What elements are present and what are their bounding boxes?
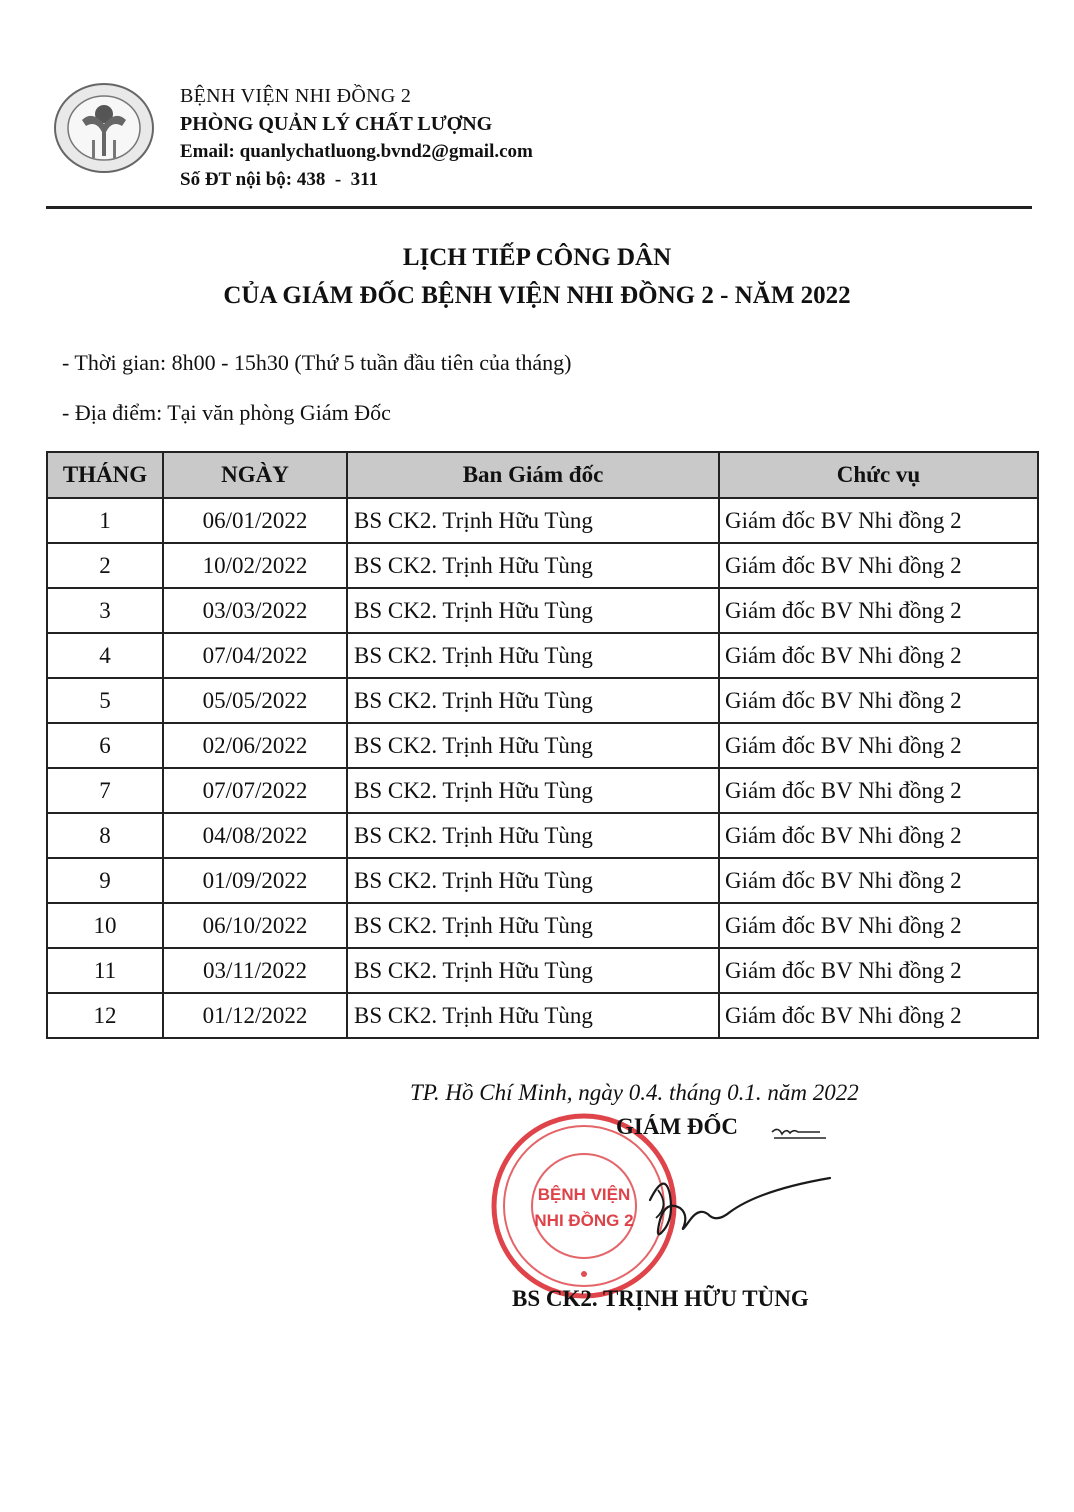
document-subtitle: CỦA GIÁM ĐỐC BỆNH VIỆN NHI ĐỒNG 2 - NĂM 2022 bbox=[223, 282, 851, 309]
date-cell: 01/12/2022 bbox=[163, 993, 347, 1038]
place-info: - Địa điểm: Tại văn phòng Giám Đốc bbox=[62, 400, 391, 425]
table-row bbox=[47, 543, 1038, 588]
table-row bbox=[47, 723, 1038, 768]
position-cell: Giám đốc BV Nhi đồng 2 bbox=[719, 948, 1038, 993]
date-cell: 01/09/2022 bbox=[163, 858, 347, 903]
director-cell: BS CK2. Trịnh Hữu Tùng bbox=[347, 633, 719, 678]
position-cell: Giám đốc BV Nhi đồng 2 bbox=[719, 993, 1038, 1038]
date-cell: 07/07/2022 bbox=[163, 768, 347, 813]
position-cell: Giám đốc BV Nhi đồng 2 bbox=[719, 588, 1038, 633]
month-cell: 7 bbox=[47, 768, 163, 813]
date-cell: 04/08/2022 bbox=[163, 813, 347, 858]
position-cell: Giám đốc BV Nhi đồng 2 bbox=[719, 633, 1038, 678]
phone-line bbox=[180, 166, 533, 194]
stamp-center-line-2: NHI ĐỒNG 2 bbox=[534, 1211, 634, 1230]
hospital-logo-icon bbox=[52, 80, 156, 176]
director-cell: BS CK2. Trịnh Hữu Tùng bbox=[347, 723, 719, 768]
table-row bbox=[47, 858, 1038, 903]
position-cell: Giám đốc BV Nhi đồng 2 bbox=[719, 813, 1038, 858]
document-title: LỊCH TIẾP CÔNG DÂN bbox=[402, 244, 672, 271]
stamp-center-line-1: BỆNH VIỆN bbox=[537, 1185, 631, 1204]
month-cell: 4 bbox=[47, 633, 163, 678]
director-cell: BS CK2. Trịnh Hữu Tùng bbox=[347, 543, 719, 588]
director-cell: BS CK2. Trịnh Hữu Tùng bbox=[347, 948, 719, 993]
header-divider bbox=[46, 206, 1032, 209]
time-info: - Thời gian: 8h00 - 15h30 (Thứ 5 tuần đầu tiên của tháng) bbox=[62, 350, 572, 375]
header-date: NGÀY bbox=[163, 452, 347, 498]
hospital-name: BỆNH VIỆN NHI ĐỒNG 2 bbox=[180, 85, 412, 107]
email-address: quanlychatluong.bvnd2@gmail.com bbox=[239, 141, 533, 162]
date-cell: 02/06/2022 bbox=[163, 723, 347, 768]
table-row bbox=[47, 813, 1038, 858]
month-cell: 2 bbox=[47, 543, 163, 588]
header-position: Chức vụ bbox=[719, 452, 1038, 498]
director-cell: BS CK2. Trịnh Hữu Tùng bbox=[347, 678, 719, 723]
position-cell: Giám đốc BV Nhi đồng 2 bbox=[719, 678, 1038, 723]
table-row bbox=[47, 768, 1038, 813]
header-month: THÁNG bbox=[47, 452, 163, 498]
table-row bbox=[47, 588, 1038, 633]
signer-name: BS CK2. TRỊNH HỮU TÙNG bbox=[512, 1286, 809, 1311]
schedule-table bbox=[46, 451, 1039, 1039]
handwritten-signature-icon bbox=[640, 1160, 840, 1250]
date-cell: 05/05/2022 bbox=[163, 678, 347, 723]
position-cell: Giám đốc BV Nhi đồng 2 bbox=[719, 903, 1038, 948]
director-cell: BS CK2. Trịnh Hữu Tùng bbox=[347, 813, 719, 858]
date-cell: 07/04/2022 bbox=[163, 633, 347, 678]
place-and-date: TP. Hồ Chí Minh, ngày 0.4. tháng 0.1. năm 2022 bbox=[410, 1080, 859, 1105]
department-name: PHÒNG QUẢN LÝ CHẤT LƯỢNG bbox=[180, 113, 493, 135]
director-cell: BS CK2. Trịnh Hữu Tùng bbox=[347, 858, 719, 903]
position-cell: Giám đốc BV Nhi đồng 2 bbox=[719, 498, 1038, 543]
position-cell: Giám đốc BV Nhi đồng 2 bbox=[719, 768, 1038, 813]
director-cell: BS CK2. Trịnh Hữu Tùng bbox=[347, 903, 719, 948]
signer-role: GIÁM ĐỐC bbox=[616, 1114, 739, 1139]
table-row bbox=[47, 903, 1038, 948]
director-cell: BS CK2. Trịnh Hữu Tùng bbox=[347, 768, 719, 813]
email-label: Email: bbox=[180, 141, 235, 162]
table-row bbox=[47, 498, 1038, 543]
month-cell: 11 bbox=[47, 948, 163, 993]
position-cell: Giám đốc BV Nhi đồng 2 bbox=[719, 723, 1038, 768]
email-line bbox=[180, 138, 533, 166]
organization-header bbox=[180, 82, 533, 194]
table-row bbox=[47, 993, 1038, 1038]
header-board: Ban Giám đốc bbox=[347, 452, 719, 498]
position-cell: Giám đốc BV Nhi đồng 2 bbox=[719, 858, 1038, 903]
month-cell: 1 bbox=[47, 498, 163, 543]
month-cell: 5 bbox=[47, 678, 163, 723]
date-cell: 06/01/2022 bbox=[163, 498, 347, 543]
date-cell: 06/10/2022 bbox=[163, 903, 347, 948]
month-cell: 9 bbox=[47, 858, 163, 903]
month-cell: 3 bbox=[47, 588, 163, 633]
table-row bbox=[47, 633, 1038, 678]
table-header-row bbox=[47, 452, 1038, 498]
phone-number: 438 - 311 bbox=[296, 169, 379, 190]
table-row bbox=[47, 948, 1038, 993]
date-cell: 03/11/2022 bbox=[163, 948, 347, 993]
director-cell: BS CK2. Trịnh Hữu Tùng bbox=[347, 588, 719, 633]
month-cell: 6 bbox=[47, 723, 163, 768]
date-cell: 10/02/2022 bbox=[163, 543, 347, 588]
date-cell: 03/03/2022 bbox=[163, 588, 347, 633]
month-cell: 10 bbox=[47, 903, 163, 948]
director-cell: BS CK2. Trịnh Hữu Tùng bbox=[347, 993, 719, 1038]
initial-mark-icon bbox=[770, 1120, 830, 1142]
table-row bbox=[47, 678, 1038, 723]
month-cell: 8 bbox=[47, 813, 163, 858]
position-cell: Giám đốc BV Nhi đồng 2 bbox=[719, 543, 1038, 588]
month-cell: 12 bbox=[47, 993, 163, 1038]
phone-label: Số ĐT nội bộ: bbox=[180, 169, 293, 190]
director-cell: BS CK2. Trịnh Hữu Tùng bbox=[347, 498, 719, 543]
